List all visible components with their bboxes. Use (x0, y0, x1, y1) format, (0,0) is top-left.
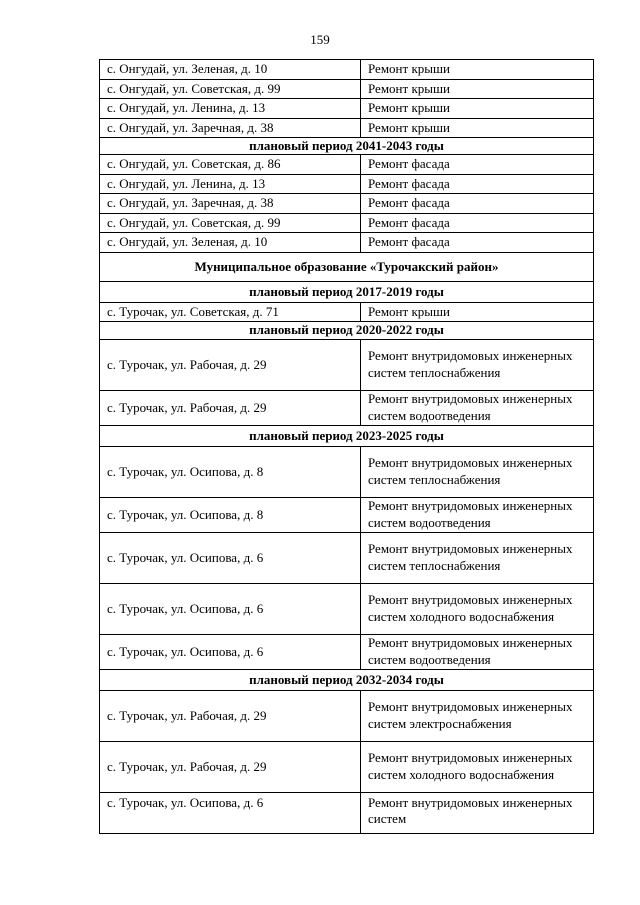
address-cell: с. Турочак, ул. Рабочая, д. 29 (100, 741, 361, 792)
work-type-cell: Ремонт фасада (361, 194, 594, 214)
work-type-cell: Ремонт внутридомовых инженерных систем электроснабжения (361, 690, 594, 741)
table-row (100, 155, 594, 175)
address-cell: с. Турочак, ул. Советская, д. 71 (100, 302, 361, 322)
planning-period-title: плановый период 2032-2034 годы (100, 669, 594, 690)
page-number: 159 (310, 32, 330, 47)
address-cell: с. Онгудай, ул. Советская, д. 86 (100, 155, 361, 175)
address-cell: с. Онгудай, ул. Зеленая, д. 10 (100, 60, 361, 80)
planning-period-title: плановый период 2020-2022 годы (100, 322, 594, 339)
table-row (100, 634, 594, 669)
work-type-cell: Ремонт фасада (361, 174, 594, 194)
planning-period-title: плановый период 2017-2019 годы (100, 281, 594, 302)
work-type-cell: Ремонт внутридомовых инженерных систем (361, 792, 594, 833)
planning-period-row (100, 138, 594, 155)
planning-period-row (100, 425, 594, 446)
work-type-cell: Ремонт внутридомовых инженерных систем холодного водоснабжения (361, 583, 594, 634)
table-row (100, 497, 594, 532)
table-row (100, 339, 594, 390)
address-cell: с. Турочак, ул. Осипова, д. 8 (100, 446, 361, 497)
work-type-cell: Ремонт фасада (361, 213, 594, 233)
table-row (100, 446, 594, 497)
work-type-cell: Ремонт крыши (361, 302, 594, 322)
table-row (100, 390, 594, 425)
address-cell: с. Турочак, ул. Рабочая, д. 29 (100, 690, 361, 741)
work-type-cell: Ремонт внутридомовых инженерных систем водоотведения (361, 497, 594, 532)
table-row (100, 60, 594, 80)
address-cell: с. Турочак, ул. Осипова, д. 6 (100, 634, 361, 669)
table-row (100, 99, 594, 119)
work-type-cell: Ремонт крыши (361, 99, 594, 119)
planning-period-title: плановый период 2041-2043 годы (100, 138, 594, 155)
work-type-cell: Ремонт внутридомовых инженерных систем теплоснабжения (361, 446, 594, 497)
table-row (100, 174, 594, 194)
planning-period-row (100, 281, 594, 302)
table-row (100, 302, 594, 322)
address-cell: с. Турочак, ул. Рабочая, д. 29 (100, 339, 361, 390)
address-cell: с. Онгудай, ул. Зеленая, д. 10 (100, 233, 361, 253)
planning-period-title: плановый период 2023-2025 годы (100, 425, 594, 446)
work-type-cell: Ремонт крыши (361, 60, 594, 80)
address-cell: с. Турочак, ул. Осипова, д. 6 (100, 792, 361, 833)
municipality-title: Муниципальное образование «Турочакский район» (100, 252, 594, 281)
address-cell: с. Онгудай, ул. Заречная, д. 38 (100, 194, 361, 214)
work-type-cell: Ремонт крыши (361, 79, 594, 99)
table-row (100, 118, 594, 138)
work-type-cell: Ремонт внутридомовых инженерных систем водоотведения (361, 390, 594, 425)
repair-schedule-table (99, 59, 594, 834)
table-row (100, 792, 594, 833)
planning-period-row (100, 322, 594, 339)
table-row (100, 532, 594, 583)
address-cell: с. Турочак, ул. Осипова, д. 8 (100, 497, 361, 532)
work-type-cell: Ремонт внутридомовых инженерных систем теплоснабжения (361, 532, 594, 583)
table-row (100, 583, 594, 634)
address-cell: с. Турочак, ул. Осипова, д. 6 (100, 532, 361, 583)
table-body (100, 60, 594, 834)
planning-period-row (100, 669, 594, 690)
table-row (100, 79, 594, 99)
table-row (100, 213, 594, 233)
address-cell: с. Турочак, ул. Осипова, д. 6 (100, 583, 361, 634)
table-row (100, 690, 594, 741)
work-type-cell: Ремонт внутридомовых инженерных систем холодного водоснабжения (361, 741, 594, 792)
work-type-cell: Ремонт внутридомовых инженерных систем водоотведения (361, 634, 594, 669)
address-cell: с. Турочак, ул. Рабочая, д. 29 (100, 390, 361, 425)
table-row (100, 233, 594, 253)
address-cell: с. Онгудай, ул. Ленина, д. 13 (100, 99, 361, 119)
work-type-cell: Ремонт внутридомовых инженерных систем теплоснабжения (361, 339, 594, 390)
address-cell: с. Онгудай, ул. Ленина, д. 13 (100, 174, 361, 194)
work-type-cell: Ремонт фасада (361, 233, 594, 253)
table-row (100, 741, 594, 792)
municipality-header-row (100, 252, 594, 281)
address-cell: с. Онгудай, ул. Советская, д. 99 (100, 213, 361, 233)
address-cell: с. Онгудай, ул. Заречная, д. 38 (100, 118, 361, 138)
work-type-cell: Ремонт крыши (361, 118, 594, 138)
work-type-cell: Ремонт фасада (361, 155, 594, 175)
table-row (100, 194, 594, 214)
address-cell: с. Онгудай, ул. Советская, д. 99 (100, 79, 361, 99)
